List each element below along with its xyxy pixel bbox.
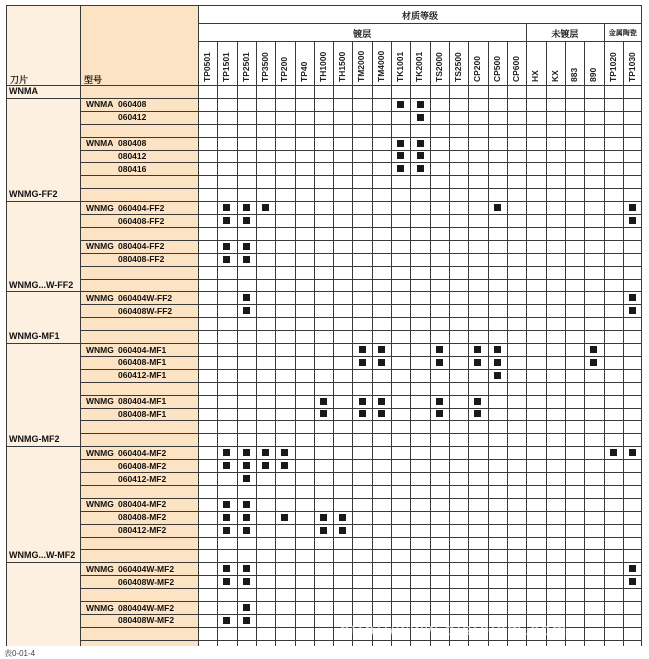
grade-label: TP1030 — [626, 52, 637, 82]
availability-mark — [243, 617, 250, 624]
availability-mark — [223, 462, 230, 469]
availability-mark — [262, 462, 269, 469]
availability-mark — [359, 359, 366, 366]
availability-mark — [359, 398, 366, 405]
availability-mark — [436, 359, 443, 366]
model-prefix: WNMG — [86, 396, 114, 407]
grid-hline — [80, 124, 642, 125]
grade-label: TP40 — [298, 61, 309, 82]
availability-mark — [339, 527, 346, 534]
availability-mark — [397, 101, 404, 108]
model-code: 060408W-FF2 — [118, 305, 173, 316]
model-code: 080408W-MF2 — [118, 615, 175, 626]
availability-mark — [320, 398, 327, 405]
availability-mark — [243, 449, 250, 456]
grade-label: 883 — [568, 67, 579, 82]
table-footnote: 表0-01-4 — [4, 649, 36, 658]
availability-mark — [494, 346, 501, 353]
availability-mark — [243, 475, 250, 482]
grid-vline — [604, 23, 605, 646]
grid-hline — [80, 188, 642, 189]
availability-mark — [378, 410, 385, 417]
availability-mark — [494, 204, 501, 211]
availability-mark — [417, 140, 424, 147]
grid-hline — [80, 279, 642, 280]
cermet-header: 金属陶瓷 — [608, 30, 637, 37]
availability-mark — [436, 346, 443, 353]
grid-hline — [80, 162, 642, 163]
availability-mark — [629, 217, 636, 224]
grid-hline — [80, 420, 642, 421]
grid-hline — [198, 23, 642, 24]
grade-label: TS2000 — [433, 52, 444, 82]
grid-hline — [198, 41, 642, 42]
availability-mark — [629, 565, 636, 572]
model-prefix: WNMG — [86, 241, 114, 252]
availability-mark — [281, 514, 288, 521]
availability-mark — [243, 527, 250, 534]
availability-mark — [474, 346, 481, 353]
availability-mark — [281, 449, 288, 456]
availability-mark — [320, 410, 327, 417]
grade-label: TM4000 — [375, 50, 386, 82]
model-code: 060412-MF2 — [118, 473, 167, 484]
model-prefix: WNMA — [86, 99, 114, 110]
grid-hline — [80, 137, 642, 138]
model-code: 080404W-MF2 — [118, 602, 175, 613]
availability-mark — [243, 307, 250, 314]
availability-mark — [436, 398, 443, 405]
availability-mark — [417, 165, 424, 172]
model-code: 060408W-MF2 — [118, 576, 175, 587]
insert-family-label: WNMG...W-MF2 — [9, 550, 76, 561]
grid-hline — [80, 150, 642, 151]
availability-mark — [223, 617, 230, 624]
watermark: http://www.bjstolsm.com — [340, 620, 569, 639]
availability-mark — [223, 565, 230, 572]
grid-vline — [6, 5, 7, 646]
availability-mark — [629, 204, 636, 211]
availability-mark — [223, 243, 230, 250]
availability-mark — [223, 449, 230, 456]
availability-mark — [243, 217, 250, 224]
availability-mark — [320, 527, 327, 534]
availability-mark — [243, 604, 250, 611]
grid-hline — [80, 485, 642, 486]
grid-hline — [80, 549, 642, 550]
availability-mark — [474, 398, 481, 405]
availability-mark — [629, 449, 636, 456]
availability-mark — [262, 204, 269, 211]
model-code: 080408-MF2 — [118, 512, 167, 523]
grade-label: TM2000 — [356, 50, 367, 82]
model-code: 080416 — [118, 163, 147, 174]
availability-mark — [378, 398, 385, 405]
availability-mark — [223, 204, 230, 211]
model-code: 080408-FF2 — [118, 254, 165, 265]
availability-mark — [223, 217, 230, 224]
availability-mark — [494, 359, 501, 366]
availability-mark — [629, 307, 636, 314]
availability-mark — [378, 346, 385, 353]
grade-label: TK1001 — [395, 51, 406, 82]
model-code: 080408-MF1 — [118, 409, 167, 419]
model-code: 080404-FF2 — [118, 241, 165, 252]
availability-mark — [281, 462, 288, 469]
grade-label: TP2501 — [240, 52, 251, 82]
availability-mark — [243, 256, 250, 263]
grade-label: TH1000 — [317, 51, 328, 82]
availability-mark — [243, 565, 250, 572]
material-group-header: 材质等级 — [401, 11, 438, 21]
availability-mark — [494, 372, 501, 379]
model-code: 060404-MF1 — [118, 344, 167, 355]
model-prefix: WNMG — [86, 344, 114, 355]
grid-hline — [80, 382, 642, 383]
availability-mark — [243, 501, 250, 508]
grade-label: KX — [549, 70, 560, 82]
insert-header: 刀片 — [10, 75, 29, 85]
model-code: 080412 — [118, 151, 147, 161]
grid-hline — [80, 266, 642, 267]
model-code: 060408-FF2 — [118, 215, 165, 226]
availability-mark — [629, 578, 636, 585]
model-prefix: WNMG — [86, 602, 114, 613]
grade-label: CP600 — [510, 56, 521, 82]
model-code: 080404-MF2 — [118, 499, 167, 510]
grade-label: CP500 — [491, 56, 502, 82]
header-bottom-border — [6, 85, 642, 86]
availability-mark — [610, 449, 617, 456]
grade-label: TP0501 — [202, 52, 212, 82]
model-code: 060404-FF2 — [118, 202, 165, 213]
grid-hline — [80, 433, 642, 434]
table-top-border — [6, 5, 642, 6]
availability-mark — [243, 462, 250, 469]
grade-label: TS2500 — [453, 52, 464, 82]
insert-family-label: WNMG-MF2 — [9, 434, 60, 445]
insert-family-label: WNMG...W-FF2 — [9, 279, 74, 290]
grade-label: TK2001 — [414, 51, 425, 82]
model-code: 060408 — [118, 99, 147, 110]
model-code: 060412-MF1 — [118, 370, 167, 381]
grade-label: TP1020 — [607, 52, 618, 82]
availability-mark — [590, 346, 597, 353]
availability-mark — [243, 204, 250, 211]
grade-label: TP3500 — [259, 52, 270, 82]
insert-family-label: WNMG-FF2 — [9, 189, 58, 200]
availability-mark — [378, 359, 385, 366]
grade-label: TP200 — [279, 56, 290, 82]
availability-mark — [629, 294, 636, 301]
availability-mark — [223, 578, 230, 585]
grid-hline — [80, 537, 642, 538]
availability-mark — [243, 514, 250, 521]
grid-hline — [80, 330, 642, 331]
availability-mark — [243, 294, 250, 301]
grade-label: TH1500 — [337, 51, 348, 82]
model-prefix: WNMG — [86, 447, 114, 458]
model-code: 060404W-FF2 — [118, 292, 173, 303]
availability-mark — [397, 140, 404, 147]
availability-mark — [474, 359, 481, 366]
grid-hline — [80, 588, 642, 589]
availability-mark — [417, 114, 424, 121]
coated-header: 镀层 — [353, 29, 372, 39]
availability-mark — [320, 514, 327, 521]
model-code: 080412-MF2 — [118, 525, 167, 536]
availability-mark — [223, 514, 230, 521]
availability-mark — [223, 527, 230, 534]
model-prefix: WNMA — [86, 138, 114, 149]
availability-mark — [339, 514, 346, 521]
model-code: 060404-MF2 — [118, 447, 167, 458]
availability-mark — [359, 410, 366, 417]
model-prefix: WNMG — [86, 292, 114, 303]
grid-hline — [80, 317, 642, 318]
grade-label: 890 — [588, 67, 599, 82]
model-header: 型号 — [84, 75, 103, 85]
availability-mark — [262, 449, 269, 456]
model-prefix: WNMG — [86, 499, 114, 510]
model-code: 060404W-MF2 — [118, 563, 175, 574]
availability-mark — [243, 578, 250, 585]
availability-mark — [223, 501, 230, 508]
grade-label: CP200 — [472, 56, 483, 82]
availability-mark — [436, 410, 443, 417]
model-code: 080404-MF1 — [118, 396, 167, 407]
insert-family-label: WNMG-MF1 — [9, 331, 60, 342]
availability-mark — [243, 243, 250, 250]
grid-hline — [80, 227, 642, 228]
availability-mark — [397, 165, 404, 172]
model-code: 060408-MF1 — [118, 357, 167, 368]
insert-family-label: WNMA — [9, 86, 38, 96]
availability-mark — [417, 101, 424, 108]
grid-hline — [80, 175, 642, 176]
model-prefix: WNMG — [86, 202, 114, 213]
grade-label: HX — [530, 70, 541, 82]
model-code: 060408-MF2 — [118, 460, 167, 471]
availability-mark — [397, 152, 404, 159]
grid-vline — [526, 23, 527, 646]
availability-mark — [223, 256, 230, 263]
model-code: 060412 — [118, 112, 147, 123]
grid-hline — [80, 111, 642, 112]
grade-label: TP1501 — [221, 52, 232, 82]
grade-grid — [6, 5, 642, 646]
availability-mark — [417, 152, 424, 159]
availability-mark — [474, 410, 481, 417]
availability-mark — [359, 346, 366, 353]
uncoated-header: 未镀层 — [551, 29, 579, 39]
availability-mark — [590, 359, 597, 366]
model-prefix: WNMG — [86, 563, 114, 574]
model-code: 080408 — [118, 138, 147, 149]
